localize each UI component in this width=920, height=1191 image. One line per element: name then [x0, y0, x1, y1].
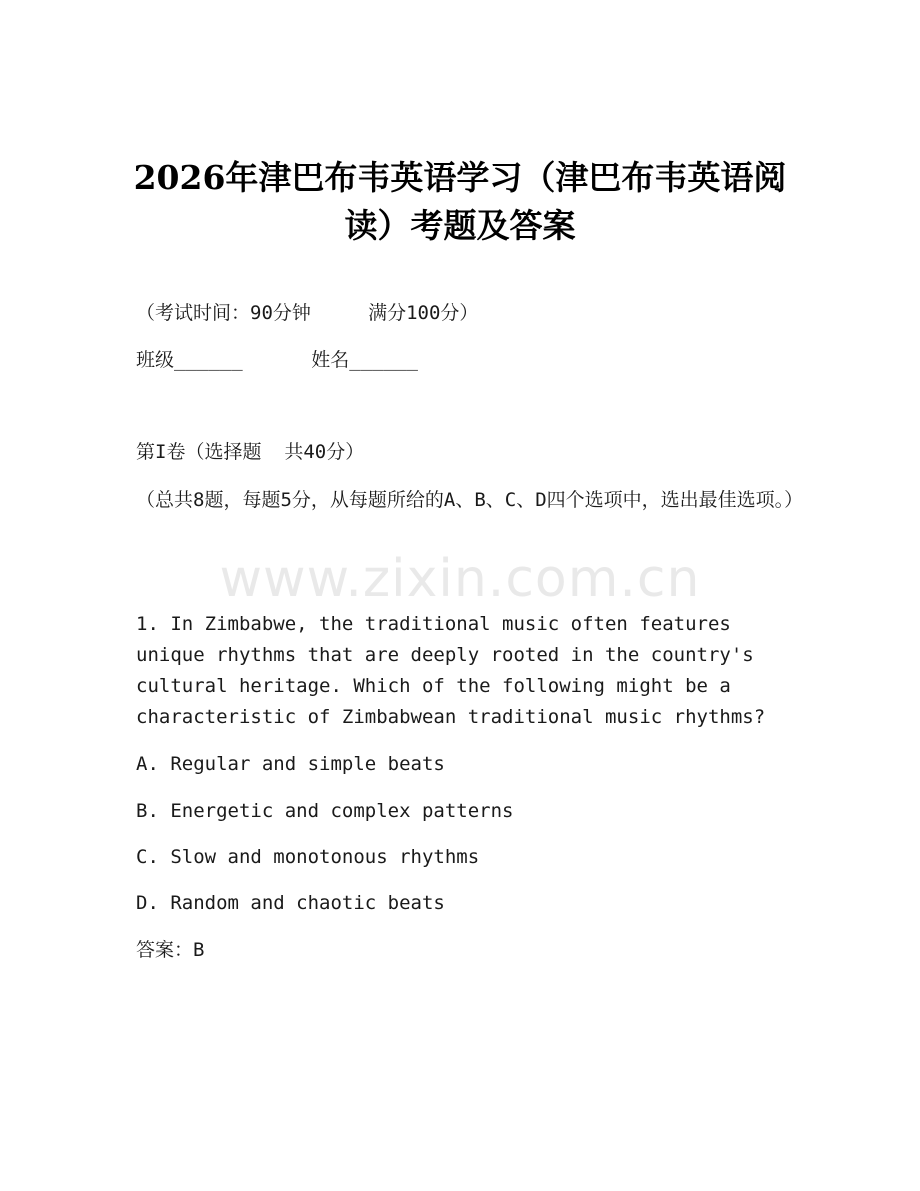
option-c: C. Slow and monotonous rhythms — [136, 846, 480, 868]
option-a: A. Regular and simple beats — [136, 753, 445, 775]
instructions: （总共8题，每题5分，从每题所给的A、B、C、D四个选项中，选出最佳选项。） — [136, 489, 804, 511]
class-name-line: 班级______ 姓名______ — [136, 349, 418, 371]
document-title — [120, 154, 800, 250]
question-text: 1. In Zimbabwe, the traditional music often features unique rhythms that are deeply rooted in the country's cultural heritage. Which of the following might be a characteristic of Zimbabwean traditional music rhythms? — [136, 613, 766, 728]
section-heading: 第I卷（选择题 共40分） — [136, 441, 365, 463]
watermark: www.zixin.com.cn — [219, 549, 701, 609]
exam-info: （考试时间：90分钟 满分100分） — [136, 302, 479, 324]
title-line-2: 读）考题及答案 — [344, 206, 576, 245]
title-line-1: 2026年津巴布韦英语学习（津巴布韦英语阅 — [133, 158, 787, 197]
option-b: B. Energetic and complex patterns — [136, 800, 514, 822]
answer: 答案：B — [136, 939, 205, 961]
option-d: D. Random and chaotic beats — [136, 892, 445, 914]
